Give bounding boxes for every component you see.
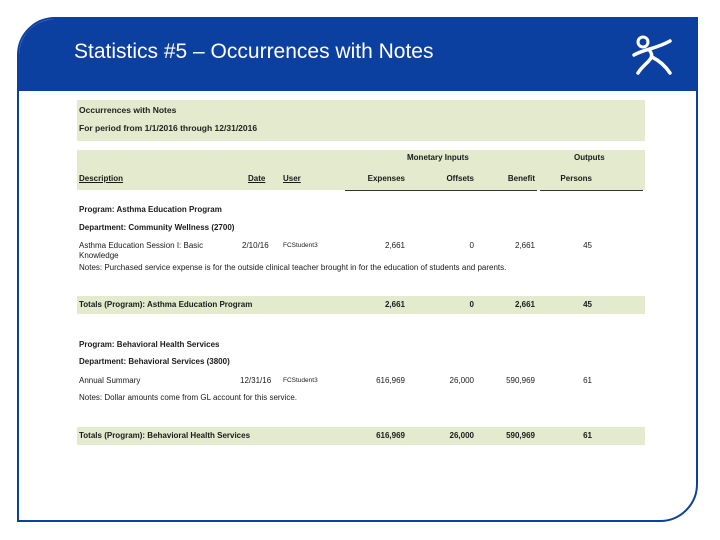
report-header (77, 100, 645, 141)
totals-offsets: 26,000 (449, 431, 474, 440)
col-persons: Persons (560, 174, 592, 183)
row-user: FCStudent3 (283, 242, 318, 249)
totals-label: Totals (Program): Asthma Education Program (79, 300, 253, 309)
title-bar (19, 19, 696, 91)
department-heading: Department: Community Wellness (2700) (79, 223, 235, 232)
totals-persons: 61 (583, 431, 592, 440)
totals-expenses: 616,969 (376, 431, 405, 440)
monetary-underline (345, 190, 537, 191)
col-benefit: Benefit (507, 174, 535, 183)
row-description: Asthma Education Session I: Basic Knowledge (79, 241, 204, 260)
row-notes: Notes: Purchased service expense is for the outside clinical teacher brought in for the education of students and parents. (79, 263, 507, 272)
row-date: 2/10/16 (242, 241, 269, 250)
program-heading: Program: Behavioral Health Services (79, 340, 220, 349)
col-expenses: Expenses (367, 174, 405, 183)
totals-benefit: 2,661 (514, 300, 535, 309)
row-benefit: 590,969 (506, 376, 535, 385)
row-expenses: 2,661 (384, 241, 405, 250)
row-notes: Notes: Dollar amounts come from GL account for this service. (79, 393, 298, 402)
group-monetary-inputs: Monetary Inputs (407, 153, 469, 162)
row-benefit: 2,661 (514, 241, 535, 250)
row-persons: 61 (583, 376, 592, 385)
row-offsets: 26,000 (449, 376, 474, 385)
report-period: For period from 1/1/2016 through 12/31/2016 (79, 123, 258, 133)
totals-persons: 45 (583, 300, 592, 309)
group-outputs: Outputs (574, 153, 605, 162)
row-user: FCStudent3 (283, 377, 318, 384)
program-heading: Program: Asthma Education Program (79, 205, 222, 214)
col-date: Date (248, 174, 266, 183)
col-description: Description (79, 174, 124, 183)
col-user: User (283, 174, 301, 183)
totals-offsets: 0 (469, 300, 474, 309)
row-date: 12/31/16 (240, 376, 272, 385)
col-offsets: Offsets (446, 174, 474, 183)
column-header-band (77, 150, 645, 190)
row-offsets: 0 (469, 241, 474, 250)
department-heading: Department: Behavioral Services (3800) (79, 357, 230, 366)
report-title: Occurrences with Notes (79, 105, 177, 115)
totals-expenses: 2,661 (384, 300, 405, 309)
totals-benefit: 590,969 (506, 431, 535, 440)
row-description: Annual Summary (79, 376, 141, 385)
row-persons: 45 (583, 241, 592, 250)
row-expenses: 616,969 (376, 376, 405, 385)
slide-title: Statistics #5 – Occurrences with Notes (74, 40, 434, 63)
dancing-figure-logo-icon (630, 33, 674, 77)
totals-label: Totals (Program): Behavioral Health Services (79, 431, 251, 440)
outputs-underline (540, 190, 643, 191)
